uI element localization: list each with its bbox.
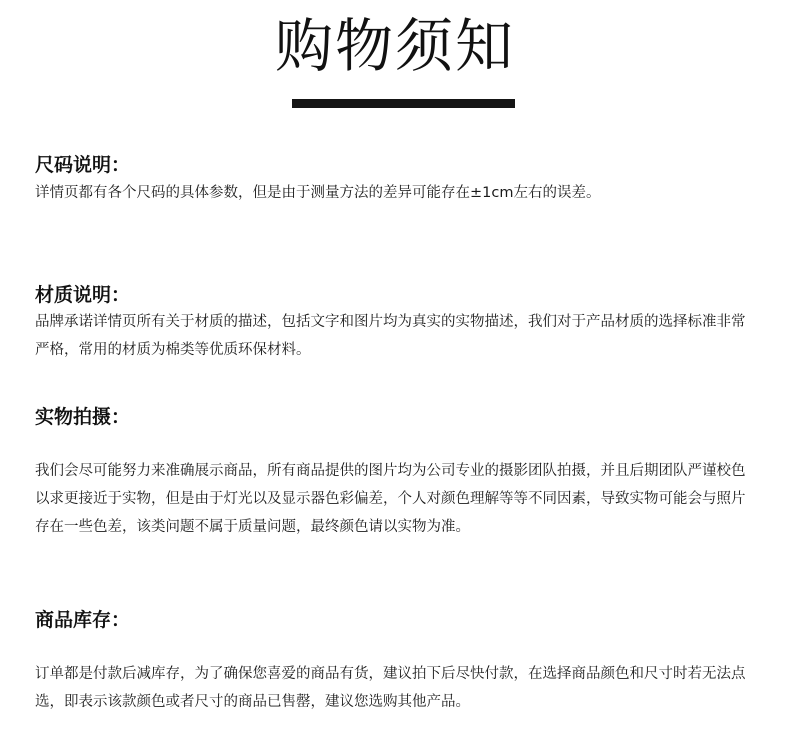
photo-info-heading: 实物拍摄： [35, 406, 131, 428]
stock-info-heading: 商品库存： [35, 609, 131, 631]
material-info-section [35, 282, 755, 364]
photo-info-section [35, 404, 755, 541]
size-info-section [35, 152, 755, 207]
stock-info-section [35, 607, 755, 716]
material-info-heading: 材质说明： [35, 284, 131, 306]
photo-info-text: 我们会尽可能努力来准确展示商品，所有商品提供的图片均为公司专业的摄影团队拍摄，并且后期团队严谨校色以求更接近于实物，但是由于灯光以及显示器色彩偏差，个人对颜色理解等等不同因素，导致实物可能会与照片存在一些色差，该类问题不属于质量问题，最终颜色请以实物为准。 [35, 463, 746, 535]
page-title: 购物须知 [274, 12, 515, 80]
material-info-text: 品牌承诺详情页所有关于材质的描述，包括文字和图片均为真实的实物描述，我们对于产品材质的选择标准非常严格，常用的材质为棉类等优质环保材料。 [35, 314, 746, 358]
title-underline-bar [292, 99, 515, 108]
stock-info-text: 订单都是付款后减库存，为了确保您喜爱的商品有货，建议拍下后尽快付款，在选择商品颜色和尺寸时若无法点选，即表示该款颜色或者尺寸的商品已售罄，建议您选购其他产品。 [35, 666, 746, 710]
size-info-text: 详情页都有各个尺码的具体参数，但是由于测量方法的差异可能存在±1cm左右的误差。 [35, 185, 601, 201]
size-info-heading: 尺码说明： [35, 154, 131, 176]
